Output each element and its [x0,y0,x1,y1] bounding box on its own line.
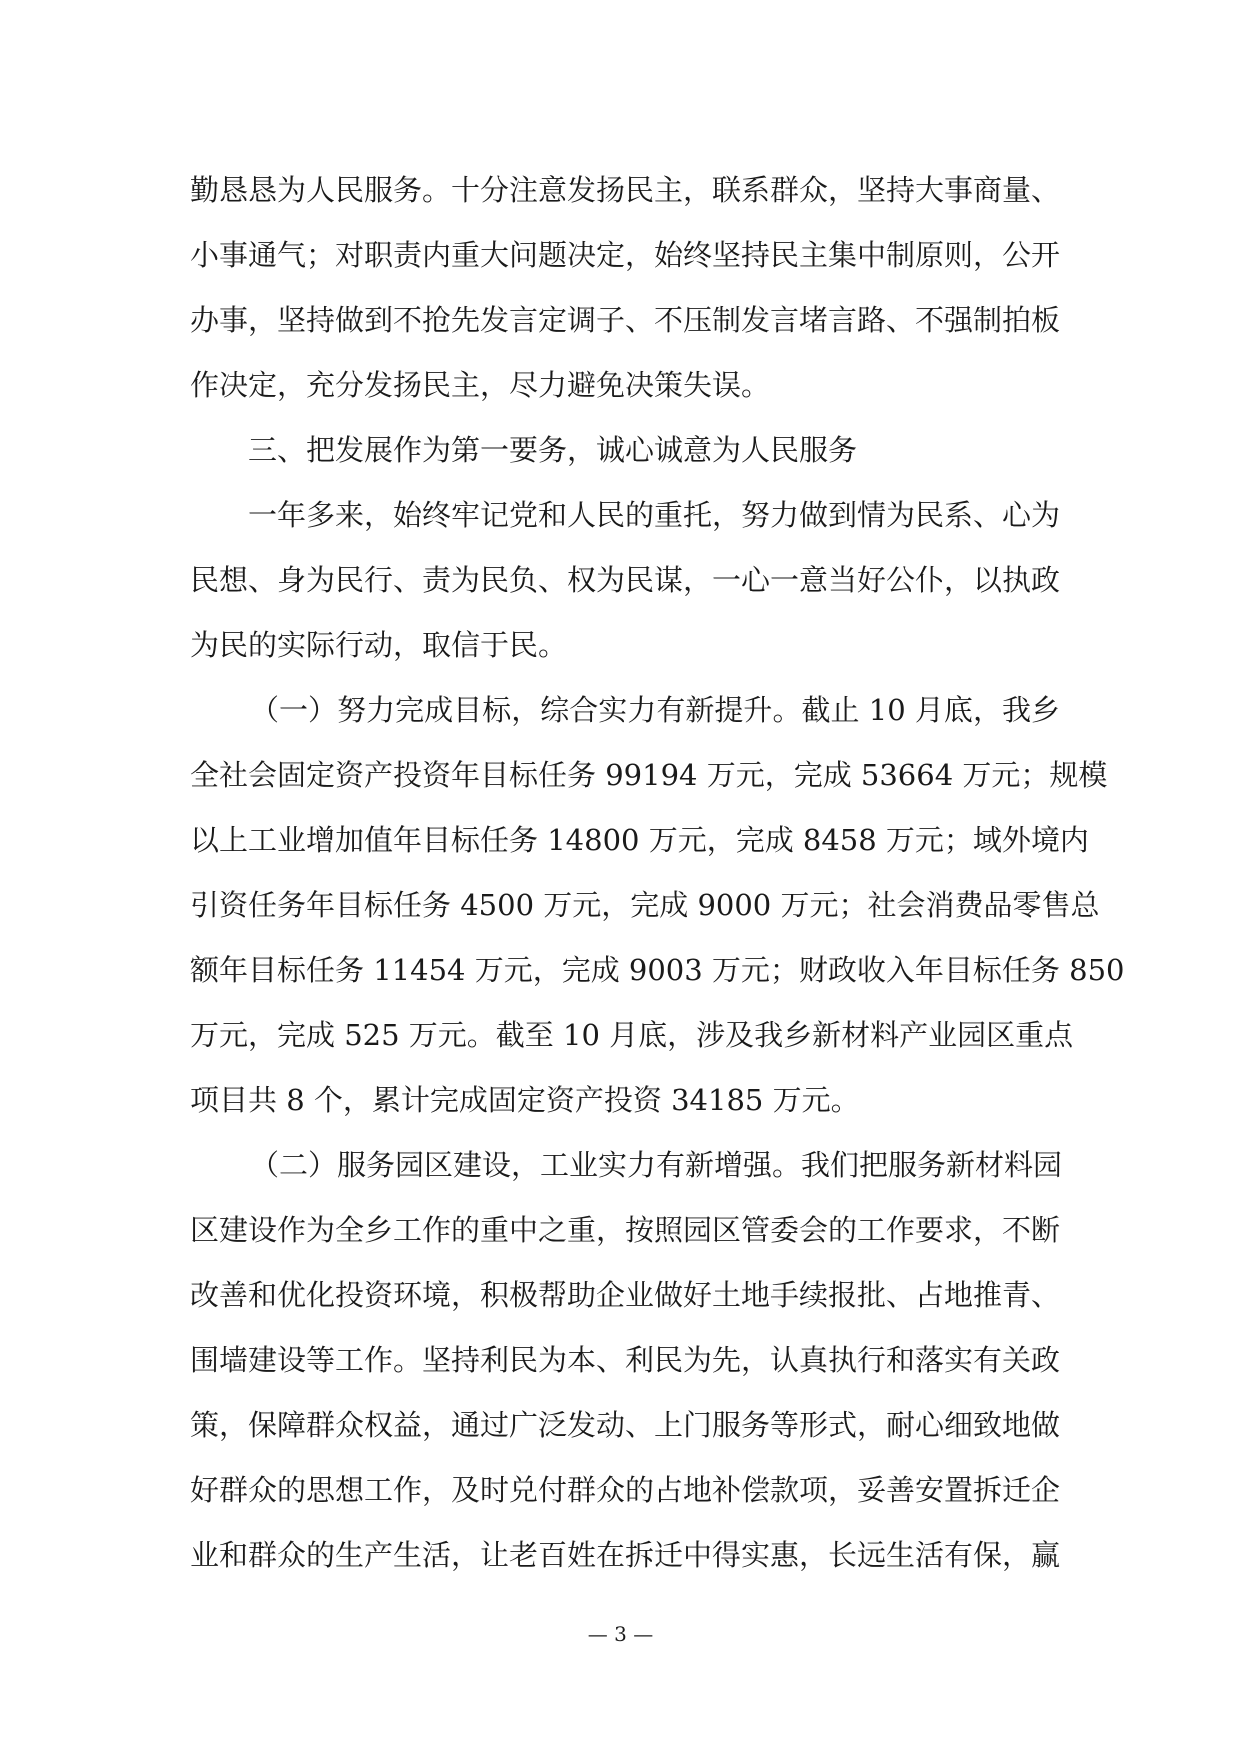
text-line: 作决定，充分发扬民主，尽力避免决策失误。 [190,368,771,402]
page-number: — 3 — [587,1622,654,1646]
text-line: 额年目标任务 11454 万元，完成 9003 万元；财政收入年目标任务 850 [190,953,1125,987]
text-line: 万元，完成 525 万元。截至 10 月底，涉及我乡新材料产业园区重点 [190,1018,1074,1052]
text-line: 改善和优化投资环境，积极帮助企业做好土地手续报批、占地推青、 [190,1278,1061,1312]
text-line: 围墙建设等工作。坚持利民为本、利民为先，认真执行和落实有关政 [190,1343,1061,1377]
document-body [190,158,1125,1588]
text-line: （二）服务园区建设，工业实力有新增强。我们把服务新材料园 [250,1148,1063,1182]
text-line: 一年多来，始终牢记党和人民的重托，努力做到情为民系、心为 [248,498,1061,532]
text-line: （一）努力完成目标，综合实力有新提升。截止 10 月底，我乡 [250,693,1060,727]
text-line: 项目共 8 个，累计完成固定资产投资 34185 万元。 [190,1083,860,1117]
text-line: 以上工业增加值年目标任务 14800 万元，完成 8458 万元；域外境内 [190,823,1089,857]
text-line: 勤恳恳为人民服务。十分注意发扬民主，联系群众，坚持大事商量、 [190,173,1061,207]
text-line: 策，保障群众权益，通过广泛发动、上门服务等形式，耐心细致地做 [190,1408,1061,1442]
section-heading: 三、把发展作为第一要务，诚心诚意为人民服务 [248,433,858,467]
text-line: 办事，坚持做到不抢先发言定调子、不压制发言堵言路、不强制拍板 [190,303,1061,337]
text-line: 区建设作为全乡工作的重中之重，按照园区管委会的工作要求，不断 [190,1213,1061,1247]
text-line: 业和群众的生产生活，让老百姓在拆迁中得实惠，长远生活有保，赢 [190,1538,1061,1572]
text-line: 全社会固定资产投资年目标任务 99194 万元，完成 53664 万元；规模 [190,758,1108,792]
text-line: 民想、身为民行、责为民负、权为民谋，一心一意当好公仆，以执政 [190,563,1061,597]
text-line: 好群众的思想工作，及时兑付群众的占地补偿款项，妥善安置拆迁企 [190,1473,1061,1507]
text-line: 小事通气；对职责内重大问题决定，始终坚持民主集中制原则，公开 [190,238,1061,272]
text-line: 为民的实际行动，取信于民。 [190,628,568,662]
text-line: 引资任务年目标任务 4500 万元，完成 9000 万元；社会消费品零售总 [190,888,1100,922]
